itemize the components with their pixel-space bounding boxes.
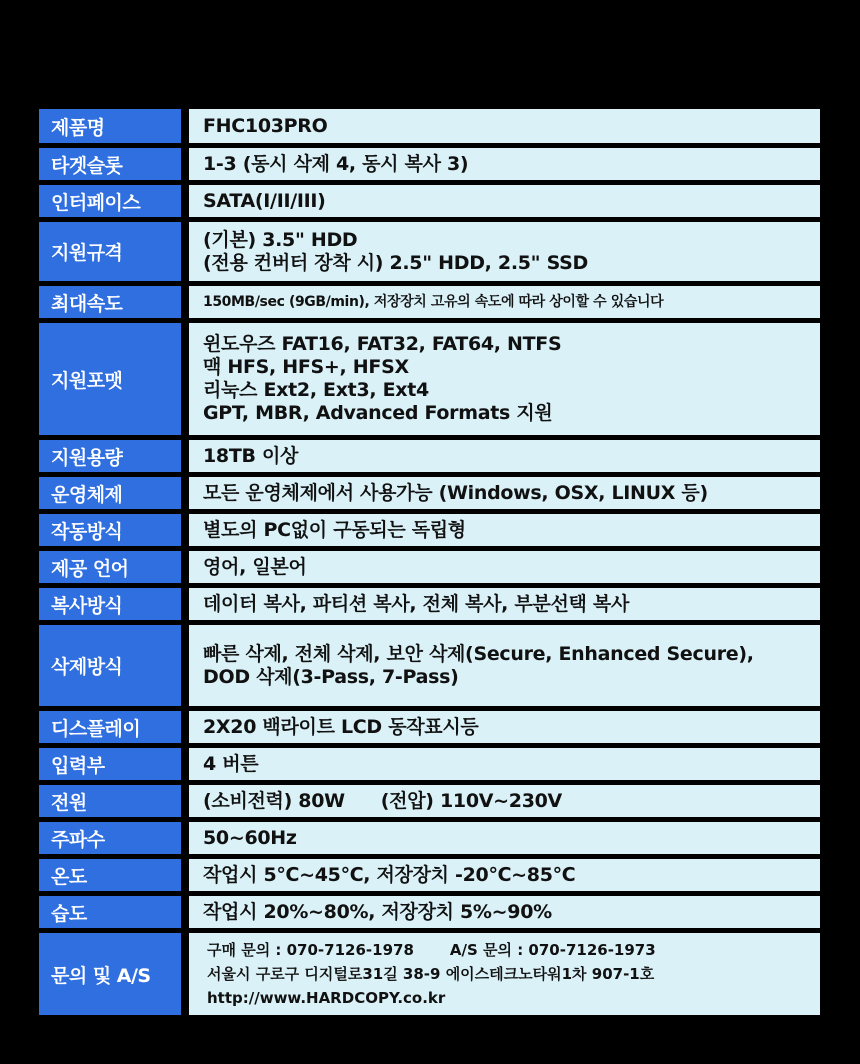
row-label-target-slot: 타겟슬롯 xyxy=(39,148,181,180)
website-link[interactable]: http://www.HARDCOPY.co.kr xyxy=(207,989,446,1007)
value-line: 영어, 일본어 xyxy=(203,555,307,578)
value-line: 작업시 20%~80%, 저장장치 5%~90% xyxy=(203,900,552,923)
row-value-temperature xyxy=(189,859,820,891)
value-line: SATA(I/II/III) xyxy=(203,189,326,212)
value-line: 50~60Hz xyxy=(203,826,297,849)
value-line: DOD 삭제(3-Pass, 7-Pass) xyxy=(203,665,459,688)
value-line: 데이터 복사, 파티션 복사, 전체 복사, 부분선택 복사 xyxy=(203,592,630,615)
row-label-frequency: 주파수 xyxy=(39,822,181,854)
row-label-os: 운영체제 xyxy=(39,477,181,509)
sales-phone: 구매 문의 : 070-7126-1978 xyxy=(207,941,414,959)
value-line: 4 버튼 xyxy=(203,752,259,775)
value-line: 별도의 PC없이 구동되는 독립형 xyxy=(203,518,466,541)
row-label-max-speed: 최대속도 xyxy=(39,286,181,318)
row-value-capacity xyxy=(189,440,820,472)
value-line: (기본) 3.5" HDD xyxy=(203,228,358,251)
value-line: 윈도우즈 FAT16, FAT32, FAT64, NTFS xyxy=(203,333,562,355)
row-label-temperature: 온도 xyxy=(39,859,181,891)
address: 서울시 구로구 디지털로31길 38-9 에이스테크노타워1차 907-1호 xyxy=(207,965,655,983)
value-line: FHC103PRO xyxy=(203,114,328,137)
value-line: 빠른 삭제, 전체 삭제, 보안 삭제(Secure, Enhanced Secure), xyxy=(203,642,754,665)
row-value-input xyxy=(189,748,820,780)
row-label-product-name: 제품명 xyxy=(39,109,181,143)
row-value-target-slot xyxy=(189,148,820,180)
row-value-supported-spec xyxy=(189,222,820,281)
row-value-max-speed xyxy=(189,286,820,318)
spec-table xyxy=(39,109,820,1015)
as-phone: A/S 문의 : 070-7126-1973 xyxy=(449,941,656,959)
row-value-display xyxy=(189,711,820,743)
value-line: 작업시 5℃~45℃, 저장장치 -20℃~85℃ xyxy=(203,863,576,886)
value-line: 150MB/sec (9GB/min), 저장장치 고유의 속도에 따라 상이할 수 있습니다 xyxy=(203,294,664,310)
value-line: (전용 컨버터 장착 시) 2.5" HDD, 2.5" SSD xyxy=(203,251,588,274)
row-value-operation-mode xyxy=(189,514,820,546)
power-consumption: (소비전력) 80W xyxy=(203,789,345,812)
row-value-erase-mode xyxy=(189,625,820,706)
value-line xyxy=(207,938,806,962)
row-label-capacity: 지원용량 xyxy=(39,440,181,472)
row-value-contact xyxy=(189,933,820,1015)
row-label-supported-format: 지원포맷 xyxy=(39,323,181,435)
value-line: GPT, MBR, Advanced Formats 지원 xyxy=(203,402,553,424)
row-label-copy-mode: 복사방식 xyxy=(39,588,181,620)
row-label-interface: 인터페이스 xyxy=(39,185,181,217)
row-label-language: 제공 언어 xyxy=(39,551,181,583)
row-value-humidity xyxy=(189,896,820,928)
row-label-contact: 문의 및 A/S xyxy=(39,933,181,1015)
row-value-product-name xyxy=(189,109,820,143)
value-line xyxy=(203,790,806,813)
value-line: 모든 운영체제에서 사용가능 (Windows, OSX, LINUX 등) xyxy=(203,481,708,504)
row-value-frequency xyxy=(189,822,820,854)
row-label-supported-spec: 지원규격 xyxy=(39,222,181,281)
row-value-os xyxy=(189,477,820,509)
row-label-erase-mode: 삭제방식 xyxy=(39,625,181,706)
value-line: 맥 HFS, HFS+, HFSX xyxy=(203,356,409,378)
row-label-display: 디스플레이 xyxy=(39,711,181,743)
row-label-humidity: 습도 xyxy=(39,896,181,928)
row-value-supported-format xyxy=(189,323,820,435)
row-label-power: 전원 xyxy=(39,785,181,817)
row-value-copy-mode xyxy=(189,588,820,620)
row-value-language xyxy=(189,551,820,583)
row-label-input: 입력부 xyxy=(39,748,181,780)
value-line: 리눅스 Ext2, Ext3, Ext4 xyxy=(203,379,429,401)
power-voltage: (전압) 110V~230V xyxy=(380,789,562,812)
row-value-interface xyxy=(189,185,820,217)
value-line: 1-3 (동시 삭제 4, 동시 복사 3) xyxy=(203,152,469,175)
row-label-operation-mode: 작동방식 xyxy=(39,514,181,546)
value-line: 18TB 이상 xyxy=(203,444,299,467)
value-line: 2X20 백라이트 LCD 동작표시등 xyxy=(203,715,479,738)
row-value-power xyxy=(189,785,820,817)
